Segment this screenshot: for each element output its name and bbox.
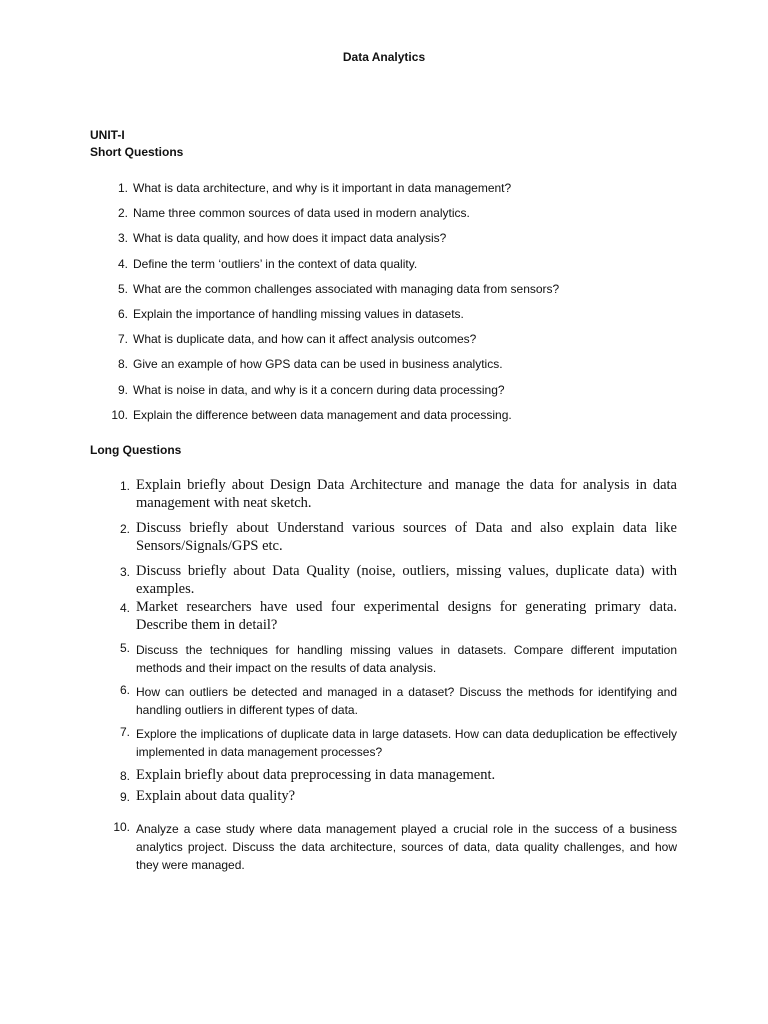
question-text: What is data quality, and how does it impact data analysis? [133,231,447,246]
question-number: 9. [117,382,128,397]
question-number: 7. [119,725,130,739]
short-question-item [0,205,768,230]
question-number: 1. [117,181,128,195]
question-number: 4. [117,256,128,271]
long-questions-list [0,477,768,874]
question-number: 7. [117,332,128,347]
long-question-item [0,641,768,677]
question-number: 10. [111,407,128,422]
question-text: Analyze a case study where data management played a crucial role in the success of a business analytics project. Discuss the data architecture, sources of data, data quality challenges, and how they were managed. [136,822,677,872]
long-question-item [0,820,768,874]
long-questions-heading: Long Questions [90,443,182,457]
question-text: Explain the difference between data management and data processing. [133,407,512,422]
question-number: 4. [119,601,130,615]
question-text: What is noise in data, and why is it a concern during data processing? [133,382,505,397]
question-number: 3. [117,231,128,246]
question-number: 9. [119,789,130,804]
question-text: How can outliers be detected and managed in a dataset? Discuss the methods for identifying and handling outliers in different types of data. [136,685,677,717]
short-question-item [0,256,768,281]
long-question-item [0,725,768,761]
question-text: Explain the importance of handling missing values in datasets. [133,306,464,321]
question-text: Explore the implications of duplicate data in large datasets. How can data deduplication be effectively implemented in data management processes? [136,727,677,759]
question-number: 5. [117,281,128,296]
question-number: 10. [113,820,130,834]
unit-heading-block [90,127,183,161]
long-question-item [0,477,768,512]
question-number: 8. [117,357,128,372]
question-text: Define the term ‘outliers’ in the context of data quality. [133,256,418,271]
question-text: What are the common challenges associated with managing data from sensors? [133,281,560,296]
short-questions-list [0,180,768,432]
unit-label: UNIT-I [90,128,125,142]
long-question-item [0,520,768,555]
short-question-item [0,230,768,255]
question-text: Name three common sources of data used in modern analytics. [133,206,470,221]
long-question-item [0,767,768,785]
question-text: What is duplicate data, and how can it affect analysis outcomes? [133,332,477,347]
short-question-item [0,180,768,205]
short-question-item [0,331,768,356]
question-number: 1. [119,479,130,493]
short-question-item [0,356,768,381]
question-text: Discuss briefly about Data Quality (noise, outliers, missing values, duplicate data) with examples. [136,563,677,597]
question-number: 6. [119,683,130,697]
short-questions-heading: Short Questions [90,145,184,159]
question-text: Give an example of how GPS data can be used in business analytics. [133,357,503,372]
short-question-item [0,306,768,331]
long-question-item [0,683,768,719]
question-text: Market researchers have used four experimental designs for generating primary data. Describe them in detail? [136,599,677,633]
document-title: Data Analytics [342,50,426,64]
question-text: What is data architecture, and why is it important in data management? [133,181,512,195]
short-question-item [0,407,768,432]
long-question-item [0,563,768,598]
question-text: Explain briefly about Design Data Architecture and manage the data for analysis in data management with neat sketch. [136,477,677,511]
question-number: 2. [117,206,128,221]
question-text: Explain briefly about data preprocessing in data management. [136,767,496,783]
question-number: 2. [119,522,130,536]
short-question-item [0,281,768,306]
question-number: 8. [119,769,130,783]
question-text: Discuss briefly about Understand various sources of Data and also explain data like Sensors/Signals/GPS etc. [136,520,677,554]
long-question-item [0,788,768,806]
long-question-item [0,599,768,634]
question-text: Discuss the techniques for handling missing values in datasets. Compare different imputation methods and their impact on the results of data analysis. [136,643,677,675]
question-text: Explain about data quality? [136,787,296,804]
short-question-item [0,382,768,407]
question-number: 6. [117,306,128,321]
question-number: 5. [119,641,130,655]
question-number: 3. [119,565,130,579]
